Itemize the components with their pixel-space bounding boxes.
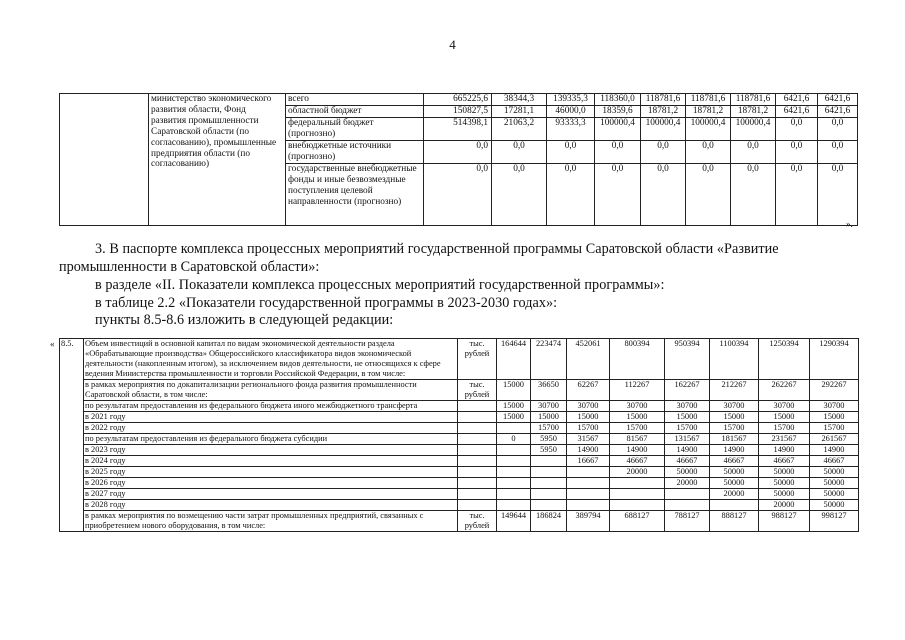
value-cell: 1250394: [759, 339, 810, 380]
value-cell: 0,0: [595, 141, 641, 164]
value-cell: 292267: [810, 380, 859, 401]
value-cell: 231567: [759, 434, 810, 445]
closing-quote: ».: [846, 219, 853, 229]
value-cell: 14900: [610, 445, 665, 456]
value-cell: 150827,5: [424, 106, 492, 118]
value-cell: 30700: [665, 401, 710, 412]
value-cell: 0,0: [776, 141, 818, 164]
value-cell: [531, 456, 567, 467]
value-cell: 1290394: [810, 339, 859, 380]
value-cell: 15000: [710, 412, 759, 423]
indicator-row: [60, 500, 859, 511]
responsible-cell: министерство экономического развития области, Фонд развития промышленности Саратовской области (по согласованию), промышленные предприятия области (по согласованию): [149, 94, 286, 226]
value-cell: 988127: [759, 511, 810, 532]
indicator-label: в 2021 году: [84, 412, 458, 423]
value-cell: 15000: [567, 412, 610, 423]
value-cell: 46667: [810, 456, 859, 467]
paragraph-table-ref: в таблице 2.2 «Показатели государственной программы в 2023-2030 годах»:: [95, 295, 558, 311]
indicator-row: [60, 339, 859, 380]
resources-table: [59, 93, 858, 226]
value-cell: 389794: [567, 511, 610, 532]
value-cell: 14900: [710, 445, 759, 456]
indicator-label: в 2022 году: [84, 423, 458, 434]
value-cell: 0,0: [731, 141, 776, 164]
value-cell: [497, 478, 531, 489]
value-cell: 15000: [531, 412, 567, 423]
value-cell: [497, 445, 531, 456]
value-cell: 100000,4: [731, 118, 776, 141]
indicators-table-body: [60, 339, 859, 532]
value-cell: 46000,0: [547, 106, 595, 118]
value-cell: 514398,1: [424, 118, 492, 141]
value-cell: 0,0: [641, 141, 686, 164]
blank-cell: [60, 94, 149, 226]
indicator-row: [60, 380, 859, 401]
indicators-table: [59, 338, 859, 532]
value-cell: 118781,6: [686, 94, 731, 106]
unit-cell: [458, 500, 497, 511]
value-cell: 50000: [710, 467, 759, 478]
value-cell: 15000: [759, 412, 810, 423]
value-cell: [497, 456, 531, 467]
value-cell: 50000: [759, 467, 810, 478]
value-cell: 998127: [810, 511, 859, 532]
source-label: федеральный бюджет (прогнозно): [286, 118, 424, 141]
value-cell: 14900: [567, 445, 610, 456]
value-cell: 30700: [531, 401, 567, 412]
indicator-label: Объем инвестиций в основной капитал по видам экономической деятельности раздела «Обрабатывающие производства» Общероссийского классификатора видов экономической деятельности (накопленным итогом), за исключением видов деятельности, не относящихся к сфере ведения Министерства промышленности и торговли Российской Федерации, в том числе:: [84, 339, 458, 380]
value-cell: [497, 489, 531, 500]
value-cell: 15000: [665, 412, 710, 423]
value-cell: 162267: [665, 380, 710, 401]
value-cell: 100000,4: [595, 118, 641, 141]
value-cell: 788127: [665, 511, 710, 532]
indicator-row: [60, 434, 859, 445]
value-cell: 118781,6: [641, 94, 686, 106]
unit-cell: [458, 445, 497, 456]
indicator-row: [60, 423, 859, 434]
value-cell: 14900: [665, 445, 710, 456]
value-cell: 46667: [610, 456, 665, 467]
value-cell: 81567: [610, 434, 665, 445]
value-cell: 20000: [610, 467, 665, 478]
value-cell: 118781,6: [731, 94, 776, 106]
value-cell: 100000,4: [641, 118, 686, 141]
value-cell: 46667: [710, 456, 759, 467]
value-cell: [497, 500, 531, 511]
value-cell: 262267: [759, 380, 810, 401]
indicator-row: [60, 489, 859, 500]
value-cell: 1100394: [710, 339, 759, 380]
value-cell: [610, 489, 665, 500]
value-cell: 36650: [531, 380, 567, 401]
value-cell: [567, 500, 610, 511]
value-cell: 0,0: [424, 164, 492, 226]
value-cell: 30700: [810, 401, 859, 412]
value-cell: 18781,2: [686, 106, 731, 118]
value-cell: 62267: [567, 380, 610, 401]
value-cell: 0,0: [686, 141, 731, 164]
source-label: государственные внебюджетные фонды и иные безвозмездные поступления целевой направленности (прогнозно): [286, 164, 424, 226]
value-cell: 18781,2: [731, 106, 776, 118]
value-cell: 20000: [759, 500, 810, 511]
value-cell: 20000: [665, 478, 710, 489]
value-cell: 0,0: [641, 164, 686, 226]
value-cell: [531, 500, 567, 511]
unit-cell: тыс. рублей: [458, 339, 497, 380]
value-cell: [610, 478, 665, 489]
value-cell: 0,0: [776, 118, 818, 141]
value-cell: 223474: [531, 339, 567, 380]
value-cell: 186824: [531, 511, 567, 532]
indicator-label: по результатам предоставления из федерального бюджета субсидии: [84, 434, 458, 445]
value-cell: 0,0: [818, 164, 858, 226]
value-cell: 6421,6: [818, 94, 858, 106]
value-cell: 149644: [497, 511, 531, 532]
unit-cell: [458, 401, 497, 412]
value-cell: 118360,0: [595, 94, 641, 106]
value-cell: 50000: [759, 489, 810, 500]
value-cell: 0,0: [547, 141, 595, 164]
value-cell: [531, 489, 567, 500]
value-cell: 0,0: [818, 141, 858, 164]
resources-table-body: [60, 94, 858, 226]
value-cell: 5950: [531, 445, 567, 456]
value-cell: [531, 478, 567, 489]
unit-cell: [458, 412, 497, 423]
value-cell: [531, 467, 567, 478]
value-cell: 5950: [531, 434, 567, 445]
indicator-label: в рамках мероприятия по докапитализации регионального фонда развития промышленности Саратовской области, в том числе:: [84, 380, 458, 401]
unit-cell: [458, 434, 497, 445]
item-number: 8.5.: [60, 339, 84, 532]
value-cell: 0,0: [818, 118, 858, 141]
indicator-label: в 2023 году: [84, 445, 458, 456]
unit-cell: [458, 456, 497, 467]
unit-cell: тыс. рублей: [458, 380, 497, 401]
indicator-row: [60, 412, 859, 423]
value-cell: 46667: [665, 456, 710, 467]
value-cell: 15000: [497, 401, 531, 412]
value-cell: 800394: [610, 339, 665, 380]
value-cell: [567, 467, 610, 478]
source-label: областной бюджет: [286, 106, 424, 118]
value-cell: 0,0: [492, 164, 547, 226]
value-cell: 50000: [810, 500, 859, 511]
value-cell: 0,0: [731, 164, 776, 226]
value-cell: 50000: [665, 467, 710, 478]
indicator-label: по результатам предоставления из федерального бюджета иного межбюджетного трансферта: [84, 401, 458, 412]
value-cell: [497, 467, 531, 478]
value-cell: 0,0: [424, 141, 492, 164]
value-cell: 688127: [610, 511, 665, 532]
value-cell: 15700: [759, 423, 810, 434]
value-cell: 15000: [810, 412, 859, 423]
open-quote: «: [50, 339, 55, 349]
value-cell: 30700: [759, 401, 810, 412]
value-cell: 15000: [497, 380, 531, 401]
value-cell: 15000: [610, 412, 665, 423]
indicator-label: в 2028 году: [84, 500, 458, 511]
unit-cell: [458, 478, 497, 489]
resources-row: [60, 94, 858, 106]
indicator-row: [60, 401, 859, 412]
value-cell: 0,0: [492, 141, 547, 164]
value-cell: 50000: [810, 489, 859, 500]
value-cell: 181567: [710, 434, 759, 445]
value-cell: 50000: [759, 478, 810, 489]
value-cell: 15700: [567, 423, 610, 434]
value-cell: [610, 500, 665, 511]
unit-cell: [458, 467, 497, 478]
page-number: 4: [449, 37, 456, 52]
value-cell: 30700: [710, 401, 759, 412]
value-cell: 14900: [759, 445, 810, 456]
indicator-label: в 2026 году: [84, 478, 458, 489]
value-cell: 6421,6: [818, 106, 858, 118]
value-cell: 17281,1: [492, 106, 547, 118]
value-cell: 0,0: [547, 164, 595, 226]
paragraph-items: пункты 8.5-8.6 изложить в следующей редакции:: [95, 312, 394, 328]
value-cell: 50000: [710, 478, 759, 489]
indicator-row: [60, 456, 859, 467]
value-cell: 261567: [810, 434, 859, 445]
value-cell: 6421,6: [776, 94, 818, 106]
value-cell: 164644: [497, 339, 531, 380]
indicator-row: [60, 511, 859, 532]
value-cell: 0,0: [595, 164, 641, 226]
value-cell: 93333,3: [547, 118, 595, 141]
value-cell: [567, 478, 610, 489]
value-cell: 112267: [610, 380, 665, 401]
value-cell: 15700: [710, 423, 759, 434]
value-cell: 38344,3: [492, 94, 547, 106]
value-cell: 31567: [567, 434, 610, 445]
value-cell: 15700: [531, 423, 567, 434]
unit-cell: [458, 423, 497, 434]
value-cell: 212267: [710, 380, 759, 401]
indicator-row: [60, 478, 859, 489]
value-cell: 20000: [710, 489, 759, 500]
indicator-label: в 2025 году: [84, 467, 458, 478]
indicator-label: в 2027 году: [84, 489, 458, 500]
value-cell: 0,0: [686, 164, 731, 226]
value-cell: 50000: [810, 478, 859, 489]
unit-cell: [458, 489, 497, 500]
source-label: всего: [286, 94, 424, 106]
paragraph-3-line-2: промышленности в Саратовской области»:: [59, 259, 320, 275]
value-cell: 15000: [497, 412, 531, 423]
value-cell: 15700: [610, 423, 665, 434]
value-cell: 16667: [567, 456, 610, 467]
value-cell: 139335,3: [547, 94, 595, 106]
unit-cell: тыс. рублей: [458, 511, 497, 532]
value-cell: 950394: [665, 339, 710, 380]
value-cell: 452061: [567, 339, 610, 380]
value-cell: 50000: [810, 467, 859, 478]
value-cell: 0,0: [776, 164, 818, 226]
value-cell: 888127: [710, 511, 759, 532]
source-label: внебюджетные источники (прогнозно): [286, 141, 424, 164]
value-cell: 46667: [759, 456, 810, 467]
value-cell: 30700: [610, 401, 665, 412]
value-cell: 100000,4: [686, 118, 731, 141]
indicator-label: в рамках мероприятия по возмещению части затрат промышленных предприятий, связанных с приобретением нового оборудования, в том числе:: [84, 511, 458, 532]
value-cell: 18781,2: [641, 106, 686, 118]
value-cell: 665225,6: [424, 94, 492, 106]
value-cell: [665, 489, 710, 500]
value-cell: [497, 423, 531, 434]
value-cell: 21063,2: [492, 118, 547, 141]
value-cell: 30700: [567, 401, 610, 412]
paragraph-section: в разделе «II. Показатели комплекса процессных мероприятий государственной программы»:: [95, 277, 665, 293]
value-cell: 18359,6: [595, 106, 641, 118]
indicator-row: [60, 467, 859, 478]
value-cell: [567, 489, 610, 500]
value-cell: [710, 500, 759, 511]
value-cell: 131567: [665, 434, 710, 445]
value-cell: 15700: [810, 423, 859, 434]
indicator-label: в 2024 году: [84, 456, 458, 467]
value-cell: 0: [497, 434, 531, 445]
value-cell: [665, 500, 710, 511]
value-cell: 15700: [665, 423, 710, 434]
indicator-row: [60, 445, 859, 456]
value-cell: 6421,6: [776, 106, 818, 118]
paragraph-3-line-1: 3. В паспорте комплекса процессных мероприятий государственной программы Саратовской области «Развитие: [95, 241, 779, 257]
value-cell: 14900: [810, 445, 859, 456]
